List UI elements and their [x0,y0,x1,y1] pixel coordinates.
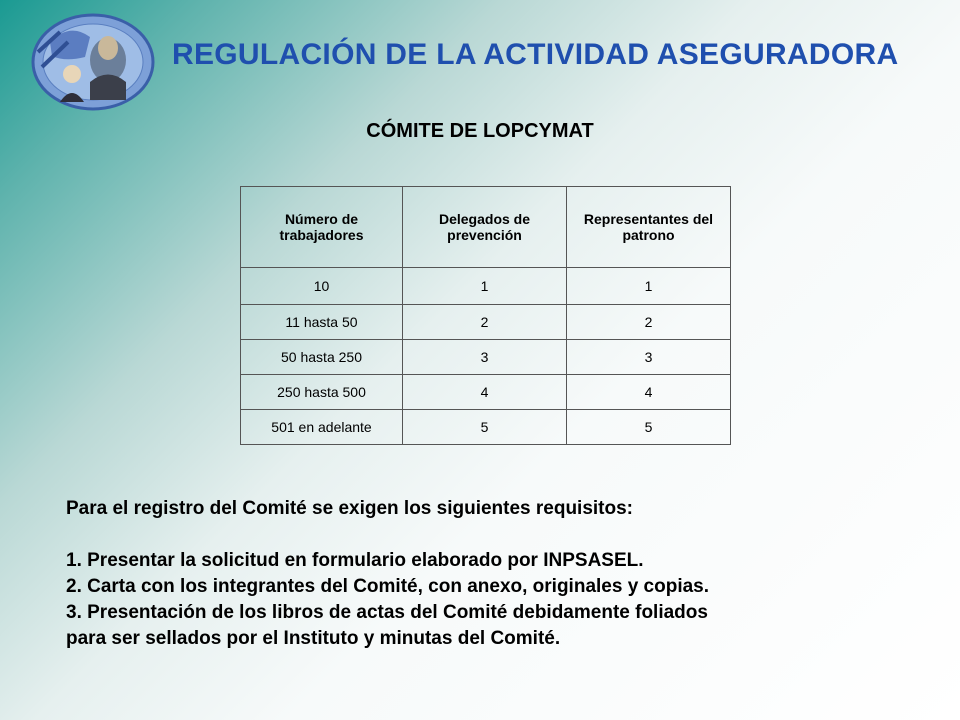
table-row [241,268,731,305]
table-cell: 4 [567,375,731,410]
table-row [241,340,731,375]
page-title: REGULACIÓN DE LA ACTIVIDAD ASEGURADORA [172,38,899,71]
table-cell: 1 [567,268,731,305]
column-header: Número de trabajadores [241,187,403,268]
column-header: Representantes del patrono [567,187,731,268]
section-subtitle: CÓMITE DE LOPCYMAT [366,120,594,142]
requirement-item: 3. Presentación de los libros de actas del Comité debidamente foliados [66,602,708,623]
column-header: Delegados de prevención [403,187,567,268]
table-cell: 11 hasta 50 [241,305,403,340]
table-cell: 250 hasta 500 [241,375,403,410]
table-row [241,305,731,340]
table-cell: 5 [567,410,731,445]
table-cell: 501 en adelante [241,410,403,445]
table-cell: 50 hasta 250 [241,340,403,375]
table-cell: 3 [403,340,567,375]
university-logo [30,12,156,112]
requirement-item: 1. Presentar la solicitud en formulario elaborado por INPSASEL. [66,550,644,571]
table-cell: 4 [403,375,567,410]
committee-table [240,186,731,445]
table-row [241,410,731,445]
table-cell: 1 [403,268,567,305]
table-cell: 2 [403,305,567,340]
table-cell: 3 [567,340,731,375]
table-row [241,375,731,410]
table-cell: 5 [403,410,567,445]
requirements-intro: Para el registro del Comité se exigen los siguientes requisitos: [66,498,634,519]
requirement-item: para ser sellados por el Instituto y minutas del Comité. [66,628,561,649]
requirements-block [66,496,946,652]
table-cell: 2 [567,305,731,340]
table-header-row [241,187,731,268]
requirement-item: 2. Carta con los integrantes del Comité, con anexo, originales y copias. [66,576,710,597]
table-cell: 10 [241,268,403,305]
